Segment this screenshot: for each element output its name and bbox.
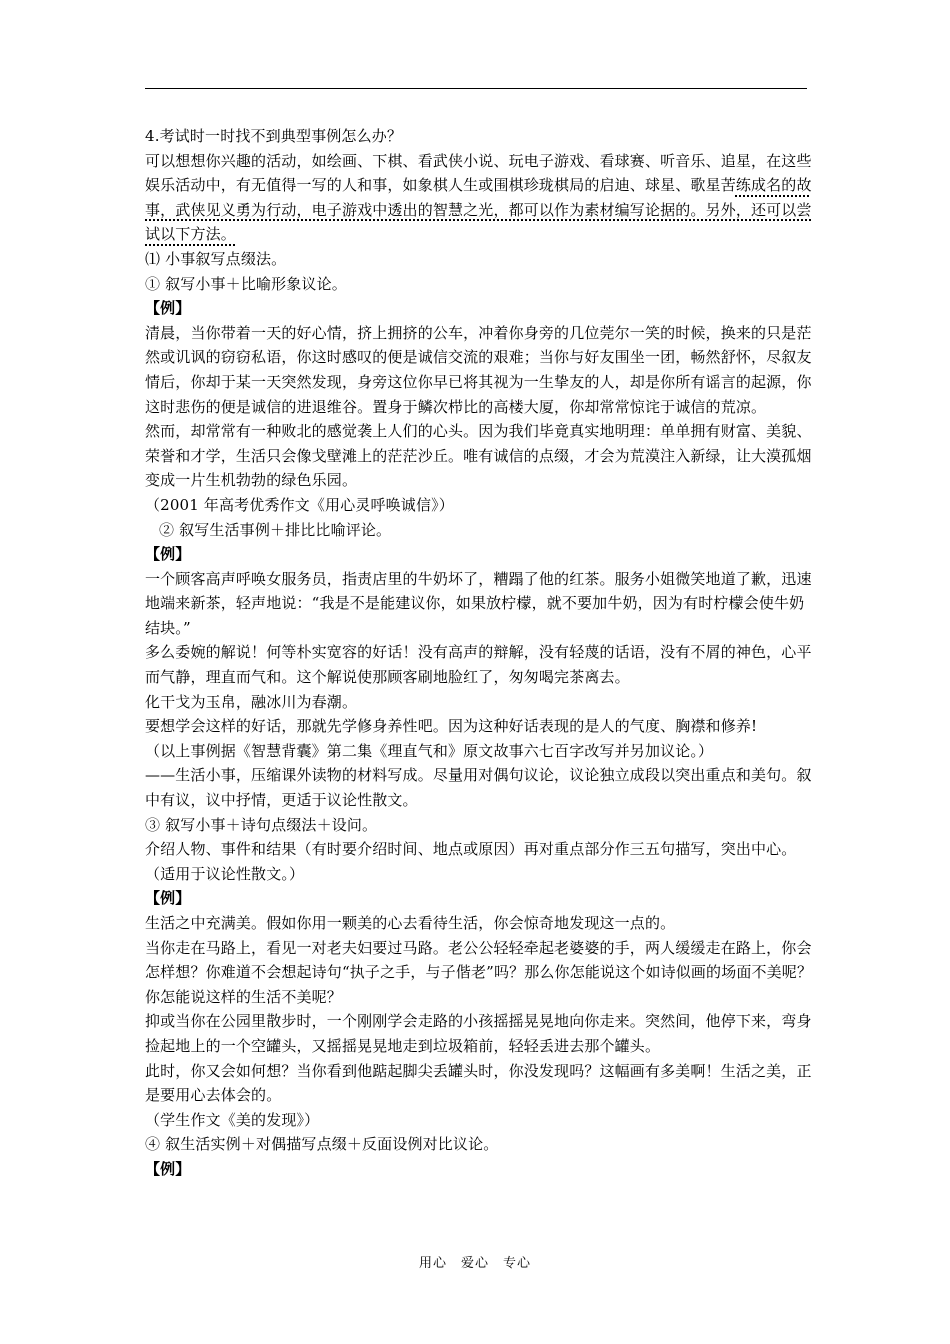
example-label: 【例】 <box>145 1159 191 1178</box>
subsection-4: ④ 叙生活实例＋对偶描写点缀＋反面设例对比议论。 <box>145 1135 499 1154</box>
intro-dotted-text: 练成名的故事，武侠见义勇为行动，电子游戏中透出的智慧之光，都可以作为素材编写论据的。另外，还可以尝试以下方法。 <box>145 176 812 244</box>
example-paragraph: 化干戈为玉帛，融冰川为春潮。 <box>145 692 358 711</box>
source-citation: （学生作文《美的发现》） <box>145 1110 320 1129</box>
example-paragraph: 清晨，当你带着一天的好心情，挤上拥挤的公车，冲着你身旁的几位莞尔一笑的时候，换来的只是茫然或讥讽的窃窃私语，你这时感叹的便是诚信交流的艰难；当你与好友围坐一团，畅然舒怀，尽叙友情后，你却于某一天突然发现，身旁这位你早已将其视为一生挚友的人，却是你所有谣言的起源，你这时悲伤的便是诚信的进退维谷。置身于鳞次栉比的高楼大厦，你却常常惊诧于诚信的荒凉。 <box>145 323 812 416</box>
subsection-3: ③ 叙写小事＋诗句点缀法＋设问。 <box>145 815 378 834</box>
source-citation: （2001 年高考优秀作文《用心灵呼唤诚信》） <box>145 495 454 514</box>
example-paragraph: 抑或当你在公园里散步时，一个刚刚学会走路的小孩摇摇晃晃地向你走来。突然间，他停下来，弯身捡起地上的一个空罐头，又摇摇晃晃地走到垃圾箱前，轻轻丢进去那个罐头。 <box>145 1012 812 1055</box>
explanation-paragraph: 介绍人物、事件和结果（有时要介绍时间、地点或原因）再对重点部分作三五句描写，突出中心。（适用于议论性散文。） <box>145 840 797 883</box>
page-footer: 用心 爱心 专心 <box>418 1256 531 1271</box>
example-label: 【例】 <box>145 889 191 908</box>
example-paragraph: 当你走在马路上，看见一对老夫妇要过马路。老公公轻轻牵起老婆婆的手，两人缓缓走在路上，你会怎样想？你难道不会想起诗句“执子之手，与子偕老”吗？那么你怎能说这个如诗似画的场面不美呢？你怎能说这样的生活不美呢？ <box>145 938 813 1006</box>
subsection-1: ① 叙写小事＋比喻形象议论。 <box>145 274 347 293</box>
example-label: 【例】 <box>145 299 191 318</box>
method-heading: ⑴ 小事叙写点缀法。 <box>145 249 287 268</box>
example-label: 【例】 <box>145 545 191 564</box>
intro-paragraph <box>145 149 813 247</box>
document-body <box>145 124 813 1182</box>
example-paragraph: 一个顾客高声呼唤女服务员，指责店里的牛奶坏了，糟蹋了他的红茶。服务小姐微笑地道了歉，迅速地端来新茶，轻声地说：“我是不是能建议你，如果放柠檬，就不要加牛奶，因为有时柠檬会使牛奶结块。” <box>145 569 812 637</box>
header-rule <box>145 88 807 89</box>
question-heading: 4.考试时一时找不到典型事例怎么办？ <box>145 127 403 145</box>
example-paragraph: 生活之中充满美。假如你用一颗美的心去看待生活，你会惊奇地发现这一点的。 <box>145 914 676 932</box>
source-citation: （以上事例据《智慧背囊》第二集《理直气和》原文故事六七百字改写并另加议论。） <box>145 741 714 760</box>
example-paragraph: 此时，你又会如何想？当你看到他踮起脚尖丢罐头时，你没发现吗？这幅画有多美啊！生活之美，正是要用心去体会的。 <box>145 1061 812 1105</box>
example-paragraph: 多么委婉的解说！何等朴实宽容的好话！没有高声的辩解，没有轻蔑的话语，没有不屑的神色，心平而气静，理直而气和。这个解说使那顾客刷地脸红了，匆匆喝完茶离去。 <box>145 643 812 687</box>
example-paragraph: 要想学会这样的好话，那就先学修身养性吧。因为这种好话表现的是人的气度、胸襟和修养! <box>145 717 758 736</box>
intro-text: 可以想想你兴趣的活动，如绘画、下棋、看武侠小说、玩电子游戏、看球赛、听音乐、追星，在这些娱乐活动中，有无值得一写的人和事，如象棋人生或围棋珍珑棋局的启迪、球星、歌星苦 <box>145 151 812 195</box>
example-paragraph: 然而，却常常有一种败北的感觉袭上人们的心头。因为我们毕竟真实地明理：单单拥有财富、美貌、荣誉和才学，生活只会像戈壁滩上的茫茫沙丘。唯有诚信的点缀，才会为荒漠注入新绿，让大漠孤烟变成一片生机勃勃的绿色乐园。 <box>145 422 812 490</box>
subsection-2: ② 叙写生活事例＋排比比喻评论。 <box>159 520 392 539</box>
commentary-paragraph: ——生活小事，压缩课外读物的材料写成。尽量用对偶句议论，议论独立成段以突出重点和美句。叙中有议，议中抒情，更适于议论性散文。 <box>145 766 812 810</box>
